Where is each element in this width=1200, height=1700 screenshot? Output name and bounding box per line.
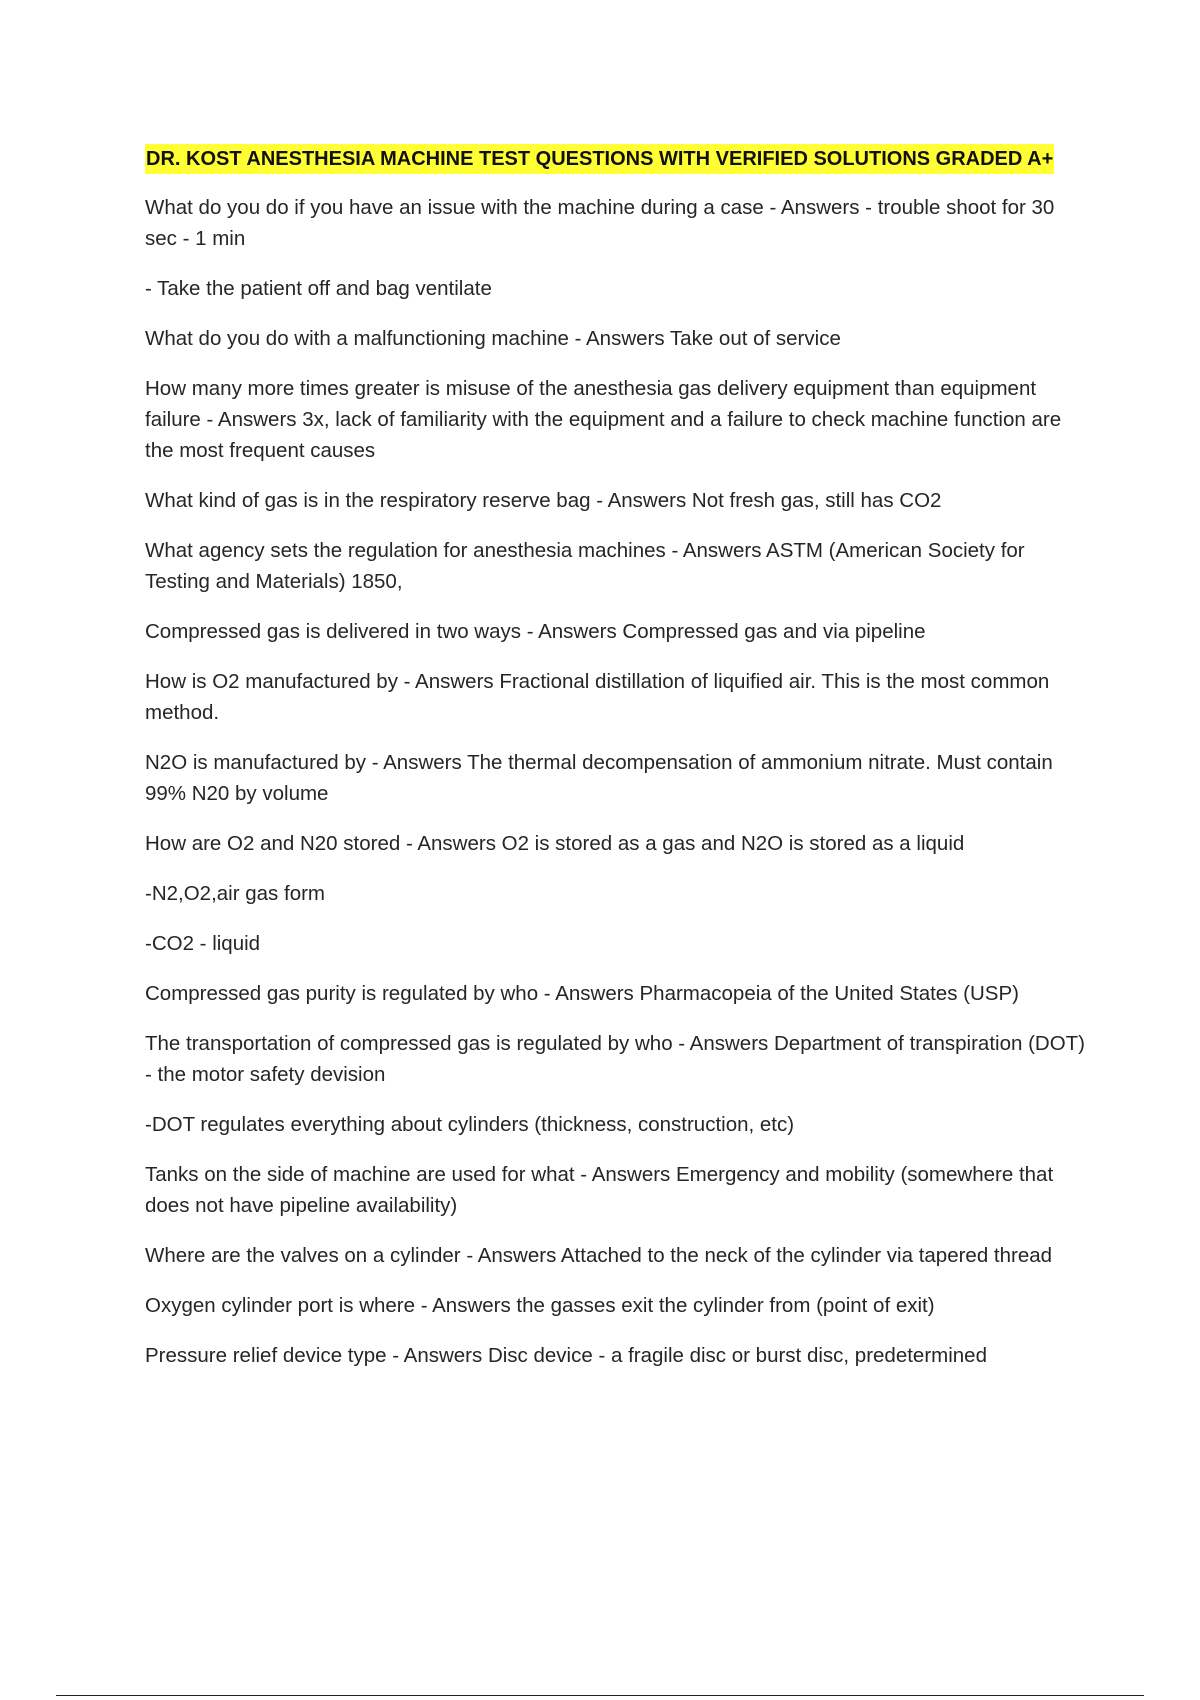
paragraph: What do you do if you have an issue with the machine during a case - Answers - trouble shoot for 30 sec - 1 min [145, 196, 1055, 250]
paragraph: -CO2 - liquid [145, 932, 261, 955]
paragraph: Compressed gas purity is regulated by who - Answers Pharmacopeia of the United States (USP) [145, 982, 1019, 1005]
paragraph: -DOT regulates everything about cylinders (thickness, construction, etc) [145, 1113, 795, 1136]
paragraph: Tanks on the side of machine are used for what - Answers Emergency and mobility (somewhere that does not have pipeline availability) [145, 1163, 1054, 1217]
paragraph: How many more times greater is misuse of the anesthesia gas delivery equipment than equipment failure - Answers 3x, lack of familiarity with the equipment and a failure to check machine function are the most frequent causes [145, 377, 1062, 462]
paragraph: -N2,O2,air gas form [145, 882, 325, 905]
paragraph: - Take the patient off and bag ventilate [145, 277, 492, 300]
page-bottom-rule [56, 1695, 1144, 1696]
paragraph: Pressure relief device type - Answers Disc device - a fragile disc or burst disc, predetermined [145, 1344, 987, 1367]
paragraph: The transportation of compressed gas is regulated by who - Answers Department of transpiration (DOT) - the motor safety devision [145, 1032, 1086, 1086]
paragraph: What agency sets the regulation for anesthesia machines - Answers ASTM (American Society for Testing and Materials) 1850, [145, 539, 1025, 593]
paragraph: What do you do with a malfunctioning machine - Answers Take out of service [145, 327, 841, 350]
paragraph: Where are the valves on a cylinder - Answers Attached to the neck of the cylinder via tapered thread [145, 1244, 1053, 1267]
document-body [145, 144, 1090, 1390]
document-title: DR. KOST ANESTHESIA MACHINE TEST QUESTIONS WITH VERIFIED SOLUTIONS GRADED A+ [145, 144, 1054, 174]
paragraph: How is O2 manufactured by - Answers Fractional distillation of liquified air. This is the most common method. [145, 670, 1050, 724]
paragraph: Oxygen cylinder port is where - Answers the gasses exit the cylinder from (point of exit) [145, 1294, 935, 1317]
paragraph: N2O is manufactured by - Answers The thermal decompensation of ammonium nitrate. Must contain 99% N20 by volume [145, 751, 1053, 805]
paragraph: How are O2 and N20 stored - Answers O2 is stored as a gas and N2O is stored as a liquid [145, 832, 965, 855]
paragraph: Compressed gas is delivered in two ways - Answers Compressed gas and via pipeline [145, 620, 926, 643]
paragraph: What kind of gas is in the respiratory reserve bag - Answers Not fresh gas, still has CO2 [145, 489, 942, 512]
